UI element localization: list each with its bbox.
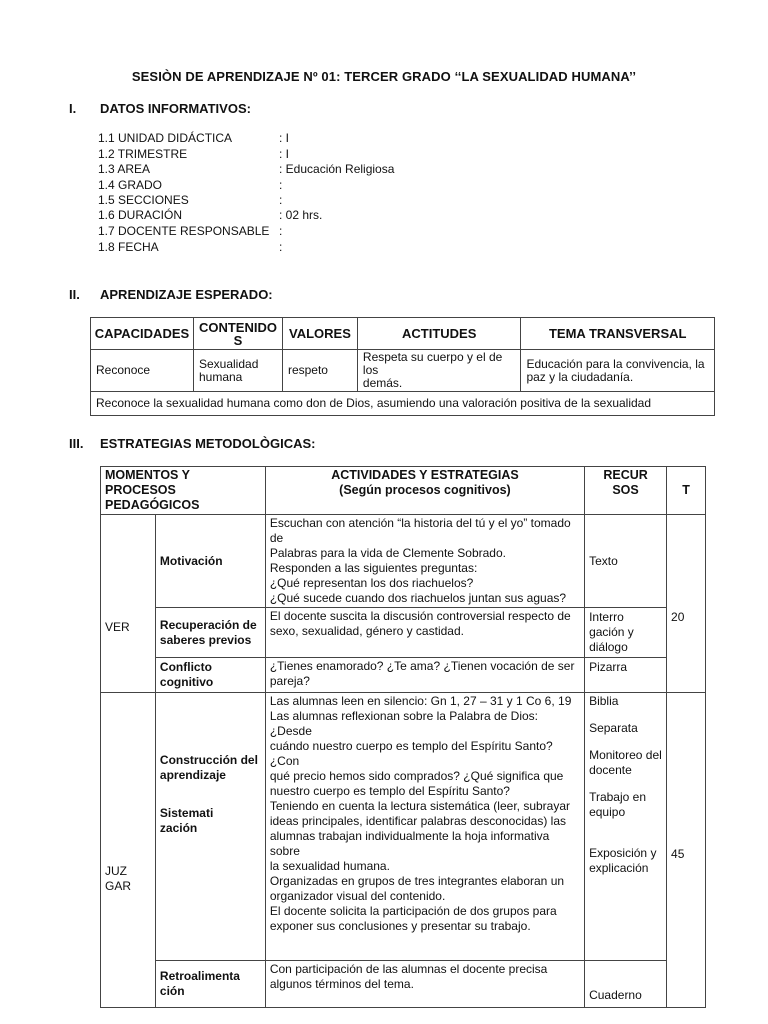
table-row: [101, 515, 706, 608]
process-construccion-label: Construcción del aprendizaje: [159, 753, 258, 782]
activity-recuperacion: El docente suscita la discusión controversial respecto de sexo, sexualidad, género y castidad.: [265, 608, 584, 658]
resource-retroalimentacion: Cuaderno: [585, 961, 667, 1008]
header-contenidos: CONTENIDO S: [193, 318, 282, 350]
process-recuperacion: Recuperación de saberes previos: [155, 608, 265, 658]
header-capacidades: CAPACIDADES: [91, 318, 194, 350]
process-motivacion: Motivación: [155, 515, 265, 608]
table-row: [101, 693, 706, 961]
table-row: [91, 350, 715, 392]
section-number: I.: [69, 101, 77, 116]
info-label: 1.1 UNIDAD DIDÁCTICA: [98, 131, 233, 145]
resource-motivacion: Texto: [585, 515, 667, 608]
table-row: [101, 608, 706, 658]
section-heading: ESTRATEGIAS METODOLÒGICAS:: [100, 436, 316, 451]
moment-ver: VER: [101, 515, 156, 693]
time-ver: 20: [667, 515, 706, 693]
activity-retroalimentacion: Con participación de las alumnas el docente precisa algunos términos del tema.: [265, 961, 584, 1008]
info-value: : Educación Religiosa: [279, 162, 395, 176]
table-row: [91, 392, 715, 416]
section-heading: APRENDIZAJE ESPERADO:: [100, 287, 273, 302]
cell-actitud: Respeta su cuerpo y el de los demás.: [357, 350, 521, 392]
section-number: III.: [69, 436, 84, 451]
table-row: [101, 658, 706, 693]
table-header-row: [91, 318, 715, 350]
cell-summary: Reconoce la sexualidad humana como don de Dios, asumiendo una valoración positiva de la sexualidad: [91, 392, 715, 416]
info-value: :: [279, 193, 283, 207]
resources-construccion: [585, 693, 667, 961]
page-title: SESIÒN DE APRENDIZAJE Nº 01: TERCER GRADO ‘‘LA SEXUALIDAD HUMANA’’: [131, 69, 637, 84]
header-momentos: MOMENTOS Y PROCESOS PEDAGÓGICOS: [101, 467, 266, 515]
info-value: : I: [279, 147, 290, 161]
info-value: :: [279, 240, 283, 254]
info-label: 1.7 DOCENTE RESPONSABLE: [98, 224, 270, 238]
process-conflicto: Conflicto cognitivo: [155, 658, 265, 693]
resource-recuperacion: Interro gación y diálogo: [585, 608, 667, 658]
cell-capacidad: Reconoce: [91, 350, 194, 392]
section-aprendizaje-esperado: [69, 287, 469, 303]
resource-item: Trabajo en equipo: [589, 790, 647, 819]
resource-item: Separata: [589, 721, 638, 735]
header-recursos: RECUR SOS: [585, 467, 667, 515]
process-retroalimentacion: Retroalimenta ción: [155, 961, 265, 1008]
activity-construccion: Las alumnas leen en silencio: Gn 1, 27 – 31 y 1 Co 6, 19 Las alumnas reflexionan sobre la Palabra de Dios: ¿Desde cuándo nuestro cuerpo es templo del Espíritu Santo? ¿Con qué precio hemos sido comprados? ¿Qué significa que nuestro cuerpo es templo del Espíritu Santo? Teniendo en cuenta la lectura sistemática (leer, subrayar ideas principales, identificar palabras desconocidas) las alumnas trabajan individualmente la hoja informativa sobre la sexualidad humana. Organizadas en grupos de tres integrantes elaboran un organizador visual del contenido. El docente solicita la participación de dos grupos para exponer sus conclusiones y presentar su trabajo.: [265, 693, 584, 961]
info-label: 1.6 DURACIÓN: [98, 208, 183, 222]
process-construccion: [155, 693, 265, 961]
section-number: II.: [69, 287, 80, 302]
learning-table: [90, 317, 715, 416]
cell-contenido: Sexualidad humana: [193, 350, 282, 392]
table-row: [101, 961, 706, 1008]
moment-juzgar: JUZ GAR: [101, 693, 156, 1008]
table-header-row: [101, 467, 706, 515]
header-actitudes: ACTITUDES: [357, 318, 521, 350]
process-sistematizacion-label: Sistemati zación: [159, 806, 214, 835]
time-juzgar: 45: [667, 693, 706, 1008]
resource-item: Exposición y explicación: [589, 846, 657, 875]
info-label: 1.3 AREA: [98, 162, 151, 176]
section-estrategias: [69, 436, 469, 452]
info-label: 1.2 TRIMESTRE: [98, 147, 188, 161]
header-actividades: ACTIVIDADES Y ESTRATEGIAS (Según procesos cognitivos): [265, 467, 584, 515]
resource-conflicto: Pizarra: [585, 658, 667, 693]
resource-item: Monitoreo del docente: [589, 748, 662, 777]
section-datos-informativos: [69, 101, 469, 117]
cell-tema: Educación para la convivencia, la paz y la ciudadanía.: [521, 350, 715, 392]
info-label: 1.5 SECCIONES: [98, 193, 189, 207]
cell-valor: respeto: [282, 350, 357, 392]
info-value: : 02 hrs.: [279, 208, 323, 222]
activity-conflicto: ¿Tienes enamorado? ¿Te ama? ¿Tienen vocación de ser pareja?: [265, 658, 584, 693]
resource-item: Biblia: [589, 694, 619, 708]
activity-motivacion: Escuchan con atención “la historia del tú y el yo” tomado de Palabras para la vida de Clemente Sobrado. Responden a las siguientes preguntas: ¿Qué representan los dos riachuelos? ¿Qué sucede cuando dos riachuelos juntan sus aguas?: [265, 515, 584, 608]
info-label: 1.8 FECHA: [98, 240, 159, 254]
info-value: :: [279, 224, 283, 238]
info-value: : I: [279, 131, 290, 145]
section-heading: DATOS INFORMATIVOS:: [100, 101, 251, 116]
info-label: 1.4 GRADO: [98, 178, 163, 192]
info-value: :: [279, 178, 283, 192]
header-valores: VALORES: [282, 318, 357, 350]
strategies-table: [100, 466, 706, 1008]
header-tema-transversal: TEMA TRANSVERSAL: [521, 318, 715, 350]
header-tiempo: T: [667, 467, 706, 515]
